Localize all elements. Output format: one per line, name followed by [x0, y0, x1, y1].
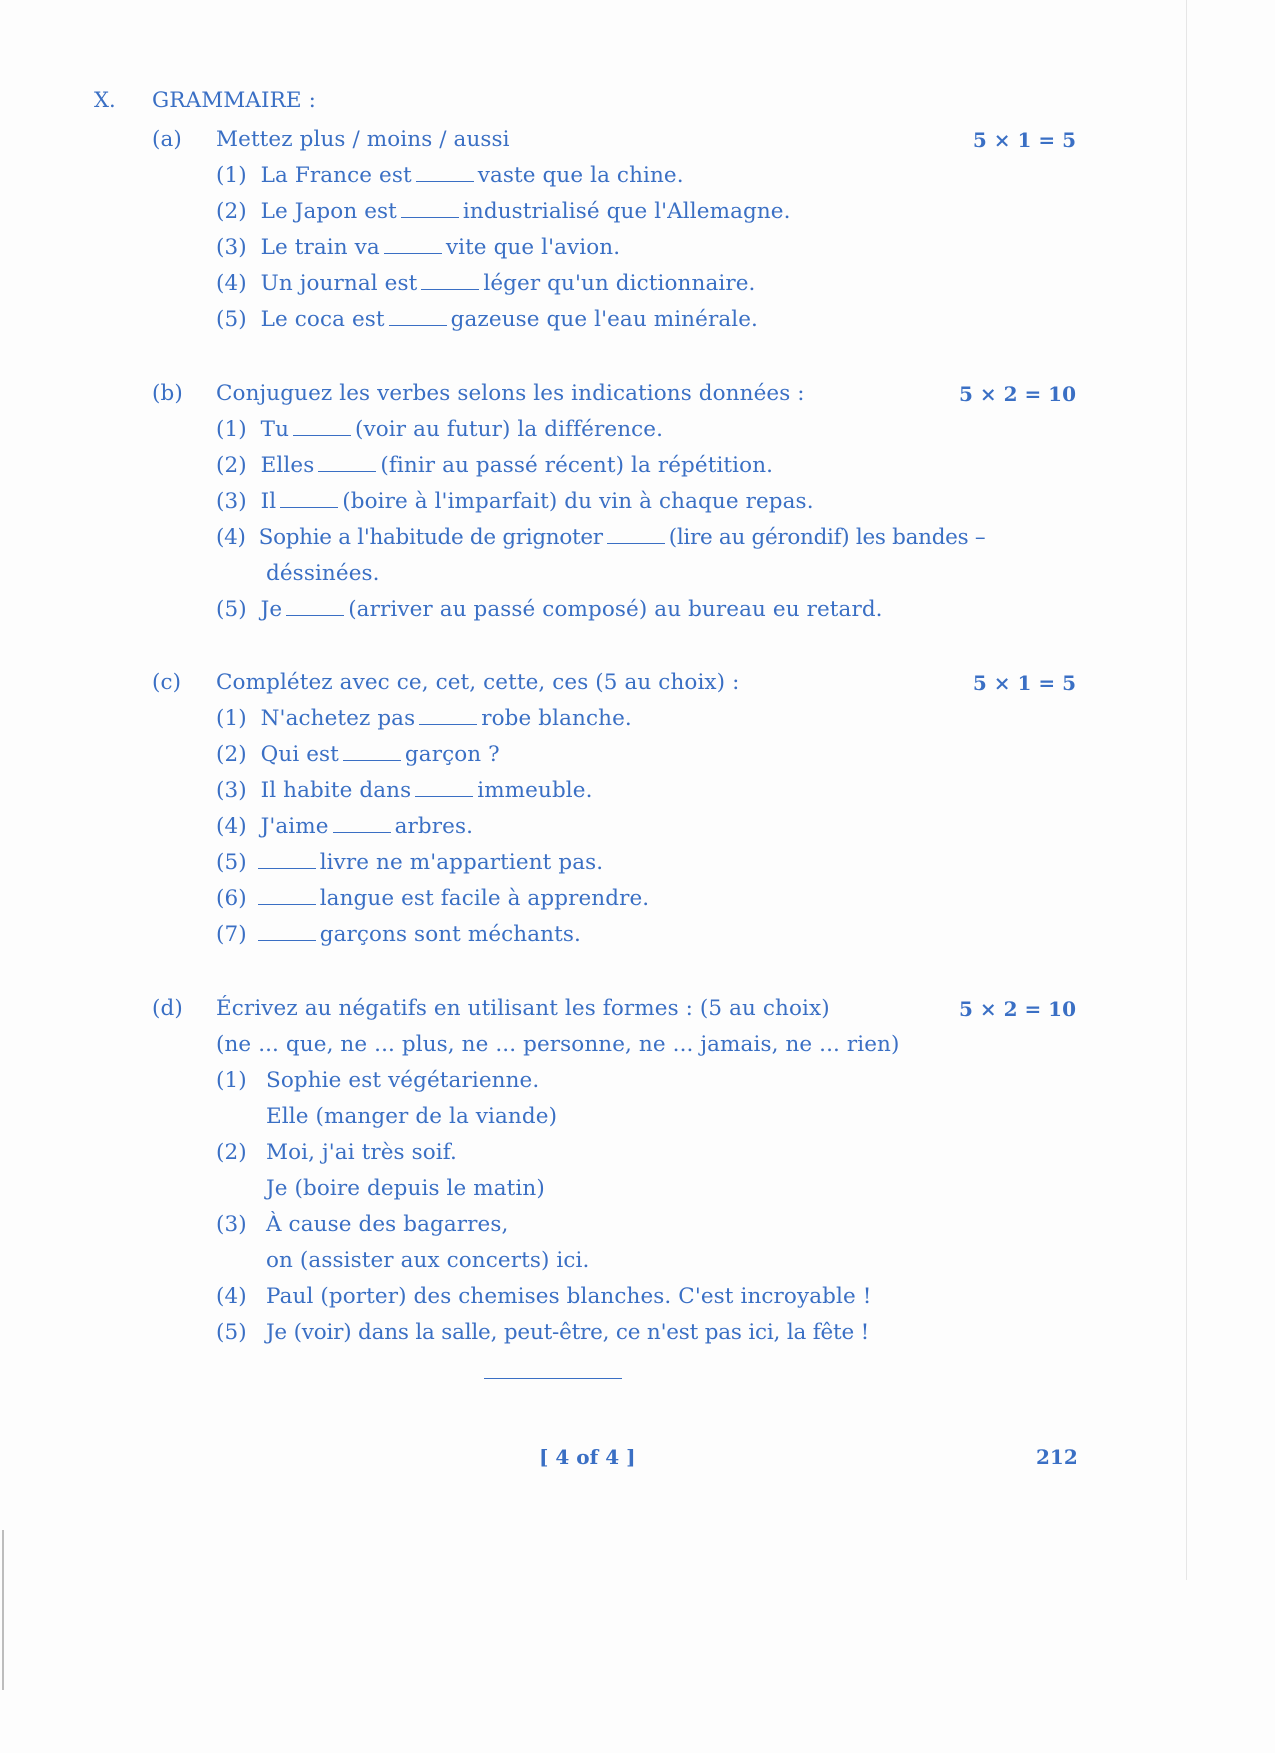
answer-blank — [415, 778, 473, 797]
answer-blank — [286, 597, 344, 616]
list-item: (4) J'aime arbres. — [216, 814, 474, 839]
part-b-instruction: Conjuguez les verbes selons les indications données : — [216, 381, 805, 406]
page-edge-line-left — [2, 1530, 4, 1690]
part-d-forms: (ne ... que, ne ... plus, ne ... personne, ne ... jamais, ne ... rien) — [216, 1032, 900, 1057]
list-item-number: (4) — [216, 1284, 247, 1309]
part-b-label: (b) — [152, 381, 183, 406]
list-item: (3) Il (boire à l'imparfait) du vin à chaque repas. — [216, 489, 814, 514]
list-item: (1) N'achetez pas robe blanche. — [216, 706, 632, 731]
list-item: (3) Il habite dans immeuble. — [216, 778, 593, 803]
list-item-number: (5) — [216, 1320, 247, 1345]
answer-blank — [258, 886, 316, 905]
answer-blank — [419, 706, 477, 725]
list-item: (2) Qui est garçon ? — [216, 742, 500, 767]
answer-blank — [384, 235, 442, 254]
list-item: (2) Le Japon est industrialisé que l'Allemagne. — [216, 199, 791, 224]
answer-blank — [258, 922, 316, 941]
list-item: (1) La France est vaste que la chine. — [216, 163, 684, 188]
list-item: Sophie est végétarienne. — [266, 1068, 540, 1093]
list-item: (1) Tu (voir au futur) la différence. — [216, 417, 664, 442]
part-d-marks: 5 × 2 = 10 — [958, 997, 1076, 1021]
list-item: À cause des bagarres, — [266, 1212, 509, 1237]
list-item: (7) garçons sont méchants. — [216, 922, 581, 947]
list-item: (4) Un journal est léger qu'un dictionnaire. — [216, 271, 756, 296]
part-a-instruction: Mettez plus / moins / aussi — [216, 127, 510, 152]
list-item: (4) Sophie a l'habitude de grignoter (lire au gérondif) les bandes – — [216, 525, 986, 550]
answer-blank — [280, 489, 338, 508]
list-item-continuation: Je (boire depuis le matin) — [266, 1176, 545, 1201]
list-item: (6) langue est facile à apprendre. — [216, 886, 650, 911]
answer-blank — [421, 271, 479, 290]
list-item: Paul (porter) des chemises blanches. C'est incroyable ! — [266, 1284, 872, 1309]
answer-blank — [318, 453, 376, 472]
end-rule — [484, 1378, 622, 1379]
list-item-continuation: on (assister aux concerts) ici. — [266, 1248, 590, 1273]
list-item: Moi, j'ai très soif. — [266, 1140, 457, 1165]
answer-blank — [343, 742, 401, 761]
part-c-instruction: Complétez avec ce, cet, cette, ces (5 au choix) : — [216, 670, 740, 695]
answer-blank — [389, 307, 447, 326]
answer-blank — [293, 417, 351, 436]
part-b-marks: 5 × 2 = 10 — [958, 382, 1076, 406]
list-item: (2) Elles (finir au passé récent) la répétition. — [216, 453, 774, 478]
page-edge-line — [1186, 0, 1187, 1580]
answer-blank — [258, 850, 316, 869]
list-item: (5) Le coca est gazeuse que l'eau minérale. — [216, 307, 758, 332]
answer-blank — [401, 199, 459, 218]
page-number: [ 4 of 4 ] — [539, 1445, 636, 1469]
part-d-instruction: Écrivez au négatifs en utilisant les formes : (5 au choix) — [216, 996, 830, 1021]
list-item-number: (3) — [216, 1212, 247, 1237]
list-item-continuation: Elle (manger de la viande) — [266, 1104, 558, 1129]
list-item-number: (1) — [216, 1068, 247, 1093]
part-d-label: (d) — [152, 996, 183, 1021]
part-a-marks: 5 × 1 = 5 — [972, 128, 1076, 152]
section-title: GRAMMAIRE : — [152, 88, 316, 113]
part-a-label: (a) — [152, 127, 182, 152]
paper-code: 212 — [1036, 1445, 1078, 1469]
list-item: (5) Je (arriver au passé composé) au bureau eu retard. — [216, 597, 883, 622]
answer-blank — [333, 814, 391, 833]
list-item: Je (voir) dans la salle, peut-être, ce n'est pas ici, la fête ! — [266, 1320, 870, 1345]
list-item: (5) livre ne m'appartient pas. — [216, 850, 604, 875]
list-item-number: (2) — [216, 1140, 247, 1165]
list-item-continuation: déssinées. — [266, 561, 380, 586]
answer-blank — [607, 525, 665, 544]
part-c-marks: 5 × 1 = 5 — [972, 671, 1076, 695]
part-c-label: (c) — [152, 670, 182, 695]
section-number: X. — [94, 88, 116, 112]
answer-blank — [416, 163, 474, 182]
list-item: (3) Le train va vite que l'avion. — [216, 235, 621, 260]
